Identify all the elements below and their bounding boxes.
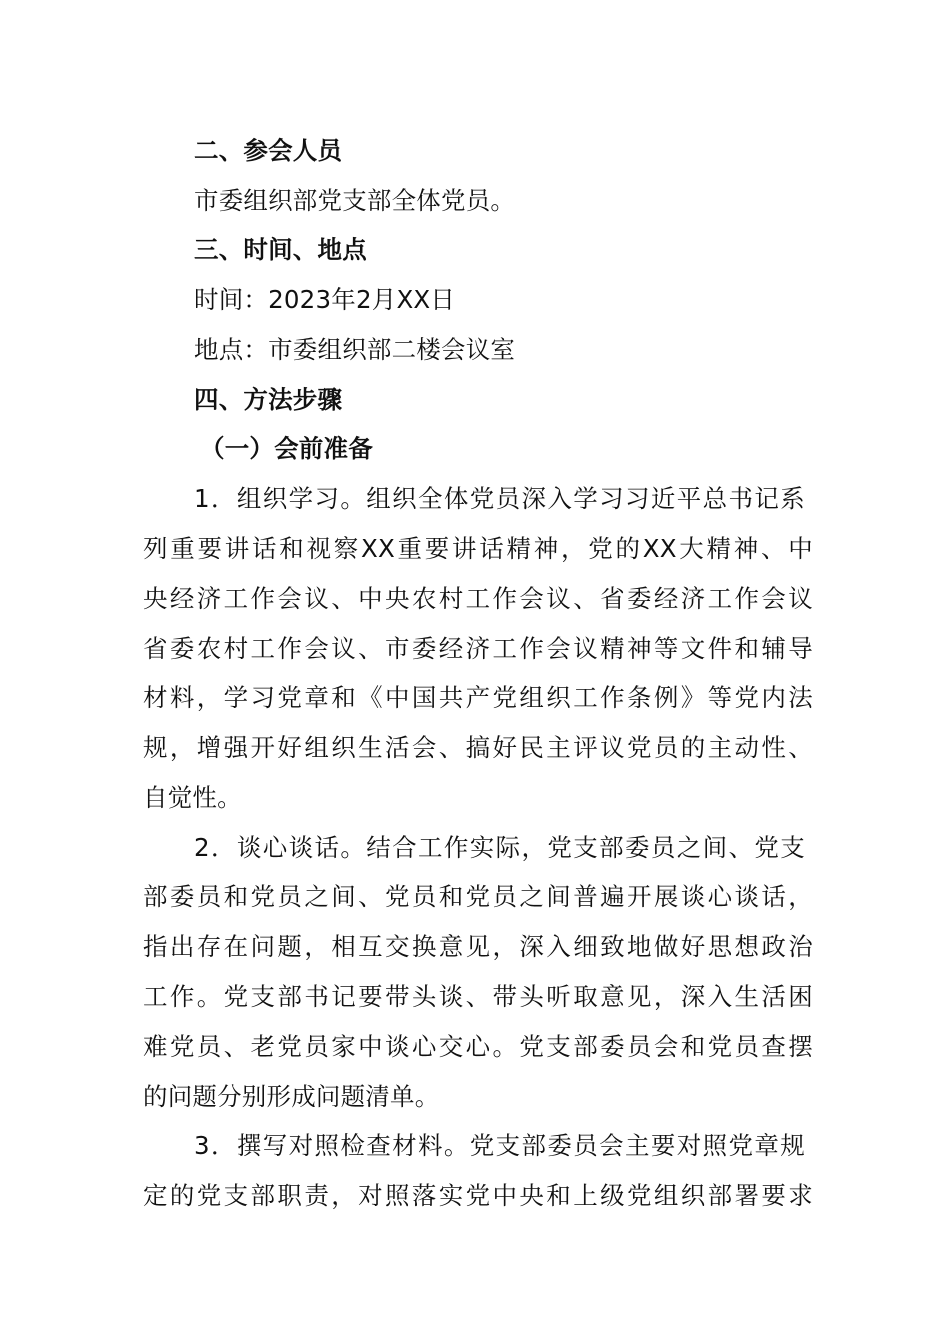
paragraph-2-line: 难党员、老党员家中谈心交心。党支部委员会和党员查摆 (143, 1032, 813, 1061)
section-heading-methods: 四、方法步骤 (194, 385, 343, 414)
paragraph-3-line: 3．撰写对照检查材料。党支部委员会主要对照党章规 (194, 1131, 805, 1160)
paragraph-2-line: 的问题分别形成问题清单。 (143, 1082, 440, 1111)
paragraph-1-line: 省委农村工作会议、市委经济工作会议精神等文件和辅导 (143, 634, 813, 663)
paragraph-2-line: 工作。党支部书记要带头谈、带头听取意见，深入生活困 (143, 982, 813, 1011)
paragraph-1-line: 规，增强开好组织生活会、搞好民主评议党员的主动性、 (143, 733, 813, 762)
section-heading-attendees: 二、参会人员 (194, 136, 343, 165)
paragraph-2-line: 2．谈心谈话。结合工作实际，党支部委员之间、党支 (194, 833, 805, 862)
subheading-preparation: （一）会前准备 (200, 434, 373, 463)
section-heading-time-place: 三、时间、地点 (194, 235, 367, 264)
attendees-text: 市委组织部党支部全体党员。 (194, 186, 516, 215)
paragraph-2-line: 指出存在问题，相互交换意见，深入细致地做好思想政治 (143, 932, 813, 961)
paragraph-1-line: 列重要讲话和视察XX重要讲话精神，党的XX大精神、中 (143, 534, 813, 563)
time-text: 时间：2023年2月XX日 (194, 285, 456, 314)
paragraph-1-line: 1．组织学习。组织全体党员深入学习习近平总书记系 (194, 484, 805, 513)
paragraph-2-line: 部委员和党员之间、党员和党员之间普遍开展谈心谈话， (143, 882, 813, 911)
paragraph-1-line: 自觉性。 (143, 783, 242, 812)
paragraph-1-line: 央经济工作会议、中央农村工作会议、省委经济工作会议 (143, 584, 813, 613)
paragraph-3-line: 定的党支部职责，对照落实党中央和上级党组织部署要求 (143, 1181, 813, 1210)
paragraph-1-line: 材料，学习党章和《中国共产党组织工作条例》等党内法 (143, 683, 813, 712)
place-text: 地点：市委组织部二楼会议室 (194, 335, 516, 364)
